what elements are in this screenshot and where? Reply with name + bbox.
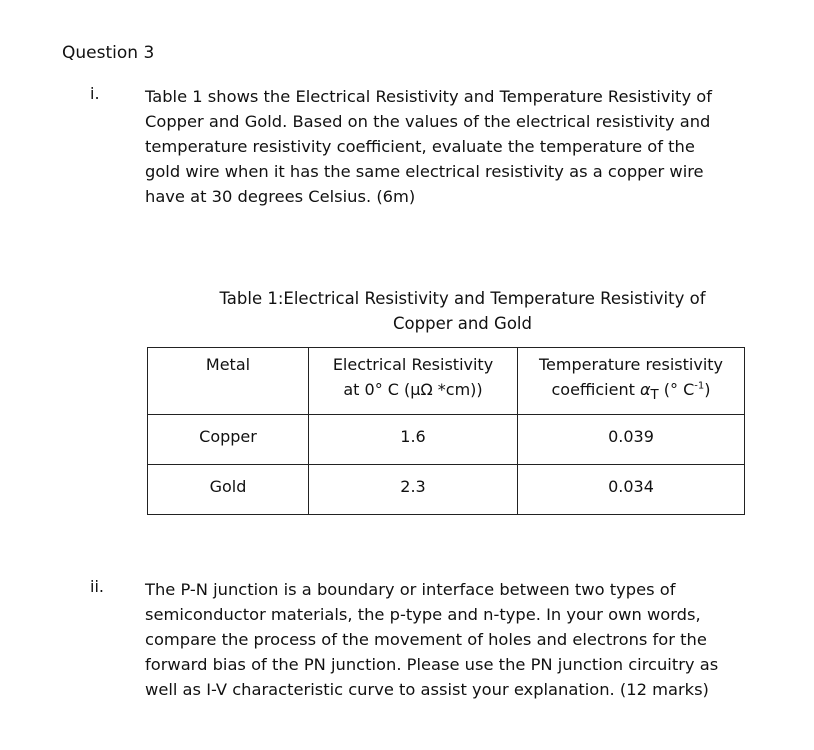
part-i-line: Table 1 shows the Electrical Resistivity and Temperature Resistivity of bbox=[145, 87, 712, 106]
part-ii-line: semiconductor materials, the p-type and n-type. In your own words, bbox=[145, 605, 701, 624]
table-caption bbox=[190, 286, 735, 336]
cell-coefficient: 0.039 bbox=[518, 415, 745, 465]
cell-coefficient: 0.034 bbox=[518, 465, 745, 515]
part-i-line: gold wire when it has the same electrical resistivity as a copper wire bbox=[145, 162, 704, 181]
cell-resistivity: 1.6 bbox=[309, 415, 518, 465]
part-i-line: have at 30 degrees Celsius. (6m) bbox=[145, 187, 416, 206]
header-metal: Metal bbox=[148, 348, 309, 415]
header-coefficient-line: Temperature resistivity bbox=[539, 355, 723, 374]
alpha-symbol: α bbox=[639, 380, 651, 399]
header-resistivity-line: Electrical Resistivity bbox=[332, 355, 494, 374]
cell-metal: Gold bbox=[148, 465, 309, 515]
table-caption-line: Table 1:Electrical Resistivity and Temperature Resistivity of bbox=[219, 289, 706, 308]
unit-open: (° C bbox=[658, 380, 695, 399]
resistivity-table bbox=[147, 347, 745, 515]
part-i-line: temperature resistivity coefficient, evaluate the temperature of the bbox=[145, 137, 695, 156]
part-ii-text bbox=[145, 577, 745, 702]
header-resistivity bbox=[309, 348, 518, 415]
part-ii-number: ii. bbox=[90, 577, 104, 596]
part-ii-line: The P-N junction is a boundary or interface between two types of bbox=[145, 580, 676, 599]
table-row bbox=[148, 465, 745, 515]
cell-metal: Copper bbox=[148, 415, 309, 465]
coefficient-prefix: coefficient bbox=[551, 380, 640, 399]
part-ii-line: well as I-V characteristic curve to assist your explanation. (12 marks) bbox=[145, 680, 709, 699]
header-coefficient-line bbox=[518, 377, 744, 408]
question-heading: Question 3 bbox=[62, 43, 155, 63]
part-ii-line: forward bias of the PN junction. Please use the PN junction circuitry as bbox=[145, 655, 719, 674]
header-coefficient bbox=[518, 348, 745, 415]
table-row bbox=[148, 415, 745, 465]
header-resistivity-line: at 0° C (μΩ *cm)) bbox=[343, 380, 483, 399]
part-i-number: i. bbox=[90, 84, 100, 103]
table-header-row bbox=[148, 348, 745, 415]
cell-resistivity: 2.3 bbox=[309, 465, 518, 515]
alpha-subscript: T bbox=[650, 388, 659, 404]
part-i-text bbox=[145, 84, 745, 209]
part-i-line: Copper and Gold. Based on the values of the electrical resistivity and bbox=[145, 112, 711, 131]
table-caption-line: Copper and Gold bbox=[393, 314, 532, 333]
unit-exponent: -1 bbox=[694, 380, 705, 392]
unit-close: ) bbox=[704, 380, 711, 399]
part-ii-line: compare the process of the movement of holes and electrons for the bbox=[145, 630, 707, 649]
